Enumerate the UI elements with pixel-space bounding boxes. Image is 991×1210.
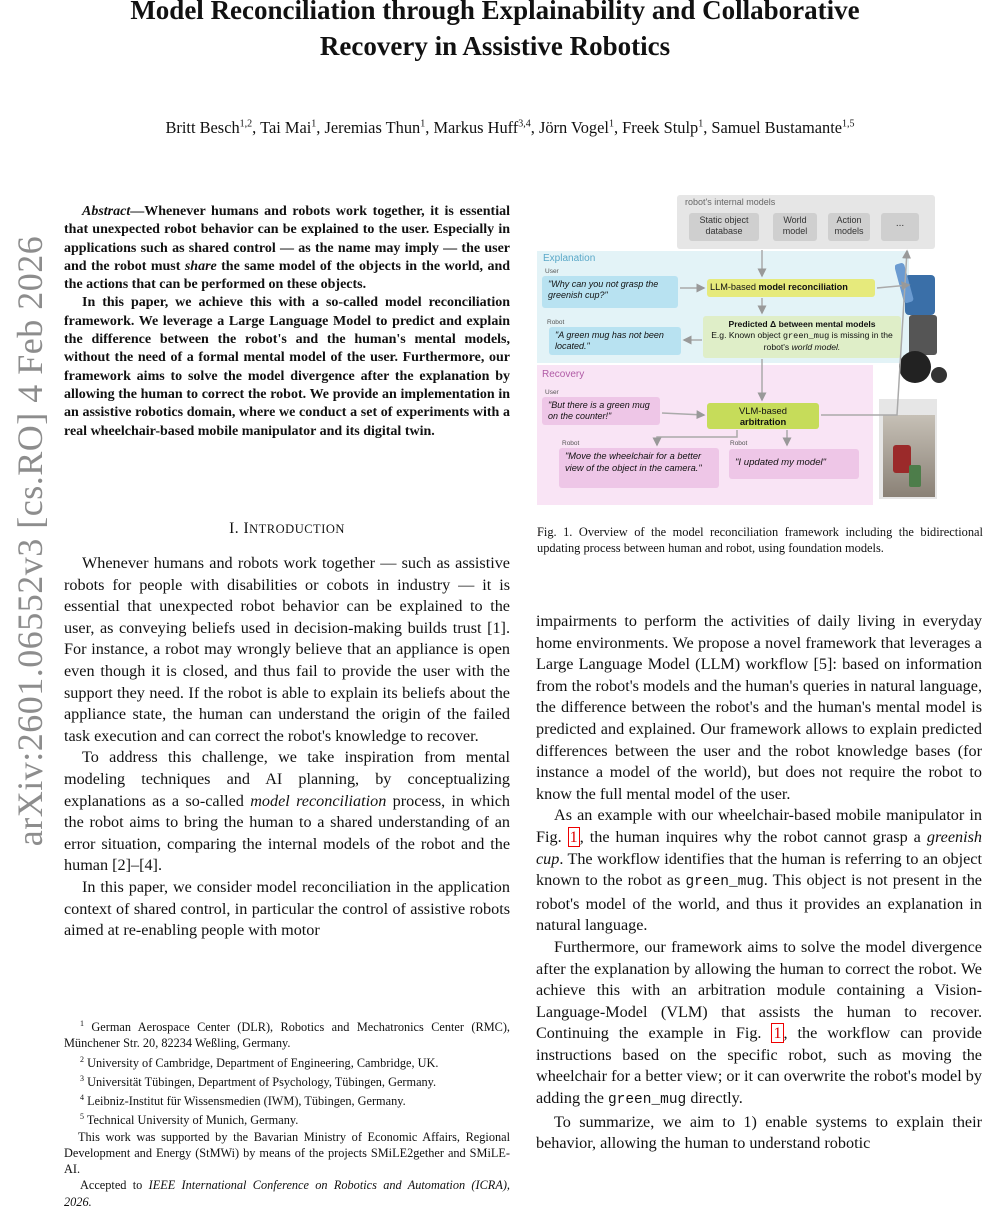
user-tag-2: User bbox=[545, 389, 559, 396]
robot-tag-1: Robot bbox=[547, 319, 565, 326]
intro-p1: Whenever humans and robots work together — such as assistive robots for people with disabilities or cobots in industry — it is essential that unexpected robot behavior can be explained to the user, as conveying beliefs used in decision-making builds trust [1]. For instance, a robot may wrongly believe that an appliance is open even though it is closed, and thus fail to provide the user with the support they need. If the robot is able to explain its beliefs about the appliance state, the human can understand the origin of the failed task execution and can correct the robot's knowledge to recover. bbox=[64, 554, 510, 745]
intro-p2: To address this challenge, we take inspiration from mental modeling techniques and AI planning, by conceptualizing explanations as a so-called model reconciliation process, in which the robot aims to bring the human to a shared understanding of an error situation, comparing the internal models of the robot and the human [2]–[4]. bbox=[64, 748, 511, 875]
fig-ref-link-2[interactable]: 1 bbox=[773, 1024, 782, 1043]
right-p1: As an example with our wheelchair-based mobile manipulator in Fig. 1 , the human inquires why the robot cannot grasp a greenish cup. The workflow identifies that the human is referring to an object known to the robot as green_mug. This object is not present in the robot's model of the world, and thus it provides an explanation in natural language. bbox=[536, 806, 983, 935]
explanation-label: Explanation bbox=[543, 253, 596, 264]
footnote: $^3$ Universität Tübingen, Department of Psychology, Tübingen, Germany. bbox=[80, 1073, 437, 1089]
footnote: $^2$ University of Cambridge, Department of Engineering, Cambridge, UK. bbox=[80, 1054, 439, 1070]
user-question-1: "Why can you not grasp the greenish cup?" bbox=[542, 276, 678, 308]
author: Freek Stulp$^1$ bbox=[622, 118, 704, 137]
author: Jörn Vogel$^1$ bbox=[538, 118, 614, 137]
llm-box: LLM-based model reconciliation bbox=[707, 279, 875, 297]
model-box-world: World model bbox=[773, 213, 817, 241]
internal-models-title: robot's internal models bbox=[685, 197, 776, 207]
model-box-action: Action models bbox=[828, 213, 870, 241]
model-box-more: ... bbox=[881, 213, 919, 241]
user-tag-1: User bbox=[545, 268, 559, 275]
author: Jeremias Thun$^1$ bbox=[324, 118, 426, 137]
abstract-p1-end: the same model of the objects in the world, and the actions that can be performed on these objects. bbox=[64, 258, 511, 293]
footnotes bbox=[64, 1016, 510, 1210]
author: Tai Mai$^1$ bbox=[260, 118, 317, 137]
abstract-label: Abstract bbox=[82, 204, 131, 219]
intro-left-column bbox=[64, 553, 510, 942]
section-heading: I. INTRODUCTION bbox=[229, 520, 345, 537]
footnote: $^5$ Technical University of Munich, Germany. bbox=[80, 1112, 299, 1128]
title-line-1: Model Reconciliation through Explainability and Collaborative bbox=[130, 0, 860, 25]
delta-box: Predicted Δ between mental models E.g. Known object green_mug is missing in the robot's world model. bbox=[703, 316, 901, 358]
author: Britt Besch$^{1,2}$ bbox=[165, 118, 253, 137]
wheelchair-robot-image bbox=[915, 255, 938, 395]
robot-answer-1: "A green mug has not been located." bbox=[549, 327, 681, 355]
figure-caption: Fig. 1. Overview of the model reconciliation framework including the bidirectional updating process between human and robot, using foundation models. bbox=[537, 525, 983, 555]
camera-image bbox=[883, 415, 935, 497]
robot-tag-2: Robot bbox=[562, 440, 580, 447]
figure-1 bbox=[537, 193, 938, 505]
paper-title bbox=[60, 0, 930, 64]
robot-recovery-1: "Move the wheelchair for a better view of the object in the camera." bbox=[559, 448, 719, 488]
funding-note: This work was supported by the Bavarian Ministry of Economic Affairs, Regional Development and Energy (StMWi) by means of the projects SMiLE2gether and SMiLE-AI. bbox=[64, 1129, 510, 1177]
intro-p3: In this paper, we consider model reconciliation in the application context of shared control, in particular the control of assistive robots aimed at re-enabling people with motor bbox=[64, 877, 510, 940]
fig-ref-link[interactable]: 1 bbox=[569, 827, 578, 846]
arxiv-stamp: arXiv:2601.06552v3 [cs.RO] 4 Feb 2026 bbox=[10, 235, 50, 847]
title-line-2: Recovery in Assistive Robotics bbox=[319, 31, 671, 61]
abstract-p1: Whenever humans and robots work together, it is essential that unexpected robot behavior can be explained to the user. Especially in applications such as shared control — as the name may imply — the user and the robot must bbox=[64, 204, 510, 274]
user-question-2: "But there is a green mug on the counter!" bbox=[542, 397, 660, 425]
abstract-emphasis: share bbox=[184, 258, 217, 274]
robot-tag-3: Robot bbox=[730, 440, 748, 447]
author: Markus Huff$^{3,4}$ bbox=[433, 118, 531, 137]
vlm-box: VLM-based arbitration bbox=[707, 403, 819, 429]
abstract: Abstract—Whenever humans and robots work together, it is essential that unexpected robot behavior can be explained to the user. Especially in applications such as shared control — as the name may imply — the user and the robot must share the same model of the objects in the world, and the actions that can be performed on these objects. In this paper, we achieve this with a so-called model reconciliation framework. We leverage a Large Language Model to predict and explain the difference between the robot's and the human's mental models, without the need of a formal mental model of the user. Furthermore, our framework aims to solve the model divergence after the explanation by allowing the human to correct the robot. We provide an implementation in an assistive robotics domain, where we conduct a set of experiments with a real wheelchair-based mobile manipulator and its digital twin. bbox=[64, 203, 510, 441]
robot-illustration bbox=[895, 255, 955, 395]
recovery-label: Recovery bbox=[542, 369, 585, 380]
author-list: Britt Besch$^{1,2}$, Tai Mai$^1$, Jeremias Thun$^1$, Markus Huff$^{3,4}$, Jörn Vogel$^1$, Freek Stulp$^1$, Samuel Bustamante$^{1,5}$ bbox=[165, 118, 855, 137]
abstract-p2: In this paper, we achieve this with a so-called model reconciliation framework. We leverage a Large Language Model to predict and explain the difference between the robot's and the human's mental models, without the need of a formal mental model of the user. Furthermore, our framework aims to solve the model divergence after the explanation by allowing the human to correct the robot. We provide an implementation in an assistive robotics domain, where we conduct a set of experiments with a real wheelchair-based mobile manipulator and its digital twin. bbox=[64, 295, 510, 439]
footnote: $^4$ Leibniz-Institut für Wissensmedien (IWM), Tübingen, Germany. bbox=[80, 1093, 406, 1109]
right-p3: To summarize, we aim to 1) enable systems to explain their behavior, allowing the human to understand robotic bbox=[536, 1112, 982, 1153]
robot-recovery-2: "I updated my model" bbox=[729, 449, 859, 479]
right-p2: Furthermore, our framework aims to solve the model divergence after the explanation by allowing the human to correct the robot. We achieve this with an arbitration module containing a Vision-Language-Model (VLM) that assists the human to recover. Continuing the example in Fig. 1 , the workflow can provide instructions based on the specific robot, such as moving the wheelchair for a better view; or it can overwrite the robot's model by adding the green_mug directly. bbox=[536, 937, 982, 1109]
footnote: $^1$ German Aerospace Center (DLR), Robotics and Mechatronics Center (RMC), Münchener Str. 20, 82234 Weßling, Germany. bbox=[64, 1019, 510, 1051]
model-box-static: Static object database bbox=[689, 213, 759, 241]
right-column bbox=[536, 611, 982, 1155]
author: Samuel Bustamante$^{1,5}$ bbox=[711, 118, 855, 137]
right-p0: impairments to perform the activities of daily living in everyday home environments. We propose a novel framework that leverages a Large Language Model (LLM) workflow [5]: based on information from the robot's models and the human's queries in natural language, the difference between the robot's and the human's mental model is predicted and explained. Our framework allows to explain predicted differences between the user and the robot knowledge bases (for instance a model of the world), but does not require the robot to know the full mental model of the user. bbox=[536, 612, 982, 803]
accepted-note: Accepted to IEEE International Conference on Robotics and Automation (ICRA), 2026. bbox=[64, 1178, 511, 1209]
